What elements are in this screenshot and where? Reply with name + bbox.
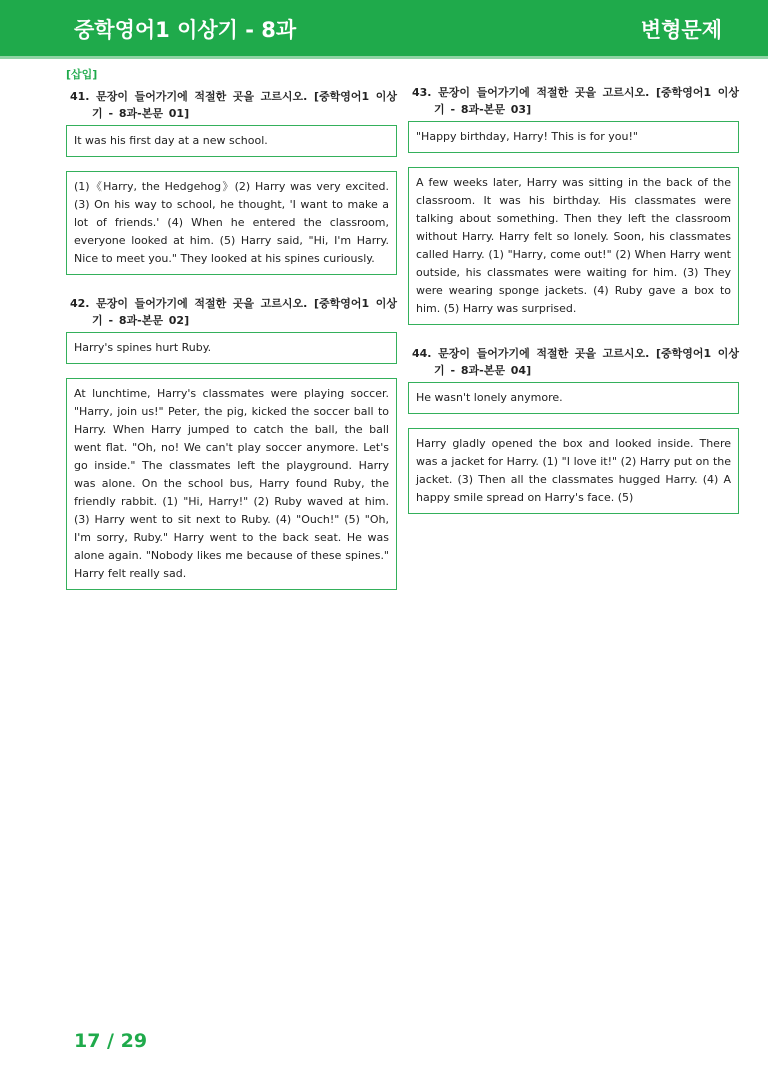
header-title: 중학영어1 이상기 - 8과 bbox=[74, 18, 297, 42]
question-prompt bbox=[66, 88, 397, 122]
question-prompt bbox=[408, 84, 739, 118]
insert-sentence-box: He wasn't lonely anymore. bbox=[408, 382, 739, 414]
question-41 bbox=[66, 88, 397, 275]
question-prompt bbox=[408, 345, 739, 379]
insert-sentence-box: "Happy birthday, Harry! This is for you!" bbox=[408, 121, 739, 153]
question-text: 문장이 들어가기에 적절한 곳을 고르시오. [중학영어1 이상기 - 8과-본문 04] bbox=[434, 347, 739, 377]
passage-box: Harry gladly opened the box and looked inside. There was a jacket for Harry. (1) "I love it!" (2) Harry put on the jacket. (3) Then all the classmates hugged Harry. (4) A happy smile spread on Harry's face. (5) bbox=[408, 428, 739, 514]
question-text: 문장이 들어가기에 적절한 곳을 고르시오. [중학영어1 이상기 - 8과-본문 03] bbox=[434, 86, 739, 116]
question-43 bbox=[408, 84, 739, 325]
insert-sentence-box: Harry's spines hurt Ruby. bbox=[66, 332, 397, 364]
question-number: 44. bbox=[412, 347, 432, 360]
page-number: 17 / 29 bbox=[74, 1030, 148, 1052]
left-column bbox=[66, 66, 397, 590]
passage-box: A few weeks later, Harry was sitting in the back of the classroom. It was his birthday. His classmates were talking about something. Then they left the classroom without Harry. Harry felt so lonely. Soon, his classmates called Harry. (1) "Harry, come out!" (2) When Harry went outside, his classmates were waiting for him. (3) They were wearing sponge jackets. (4) Ruby gave a box to him. (5) Harry was surprised. bbox=[408, 167, 739, 325]
question-44 bbox=[408, 345, 739, 514]
passage-box: At lunchtime, Harry's classmates were playing soccer. "Harry, join us!" Peter, the pig, kicked the soccer ball to Harry. When Harry jumped to catch the ball, the ball went flat. "Oh, no! We can't play soccer anymore. Let's go inside." The classmates left the playground. Harry was alone. On the school bus, Harry found Ruby, the friendly rabbit. (1) "Hi, Harry!" (2) Ruby waved at him. (3) Harry went to sit next to Ruby. (4) "Ouch!" (5) "Oh, I'm sorry, Ruby." Harry went to the back seat. He was alone again. "Nobody likes me because of these spines." Harry felt really sad. bbox=[66, 378, 397, 590]
question-number: 42. bbox=[70, 297, 90, 310]
header-category: 변형문제 bbox=[640, 18, 722, 42]
right-column bbox=[408, 84, 739, 514]
question-number: 43. bbox=[412, 86, 432, 99]
question-number: 41. bbox=[70, 90, 90, 103]
section-tag: [삽입] bbox=[66, 68, 98, 81]
page-header bbox=[0, 0, 768, 59]
question-prompt bbox=[66, 295, 397, 329]
question-text: 문장이 들어가기에 적절한 곳을 고르시오. [중학영어1 이상기 - 8과-본문 01] bbox=[92, 90, 397, 120]
passage-box: (1)《Harry, the Hedgehog》(2) Harry was very excited. (3) On his way to school, he thought, 'I want to make a lot of friends.' (4) When he entered the classroom, everyone looked at him. (5) Harry said, "Hi, I'm Harry. Nice to meet you." They looked at his spines curiously. bbox=[66, 171, 397, 275]
question-text: 문장이 들어가기에 적절한 곳을 고르시오. [중학영어1 이상기 - 8과-본문 02] bbox=[92, 297, 397, 327]
insert-sentence-box: It was his first day at a new school. bbox=[66, 125, 397, 157]
question-42 bbox=[66, 295, 397, 590]
